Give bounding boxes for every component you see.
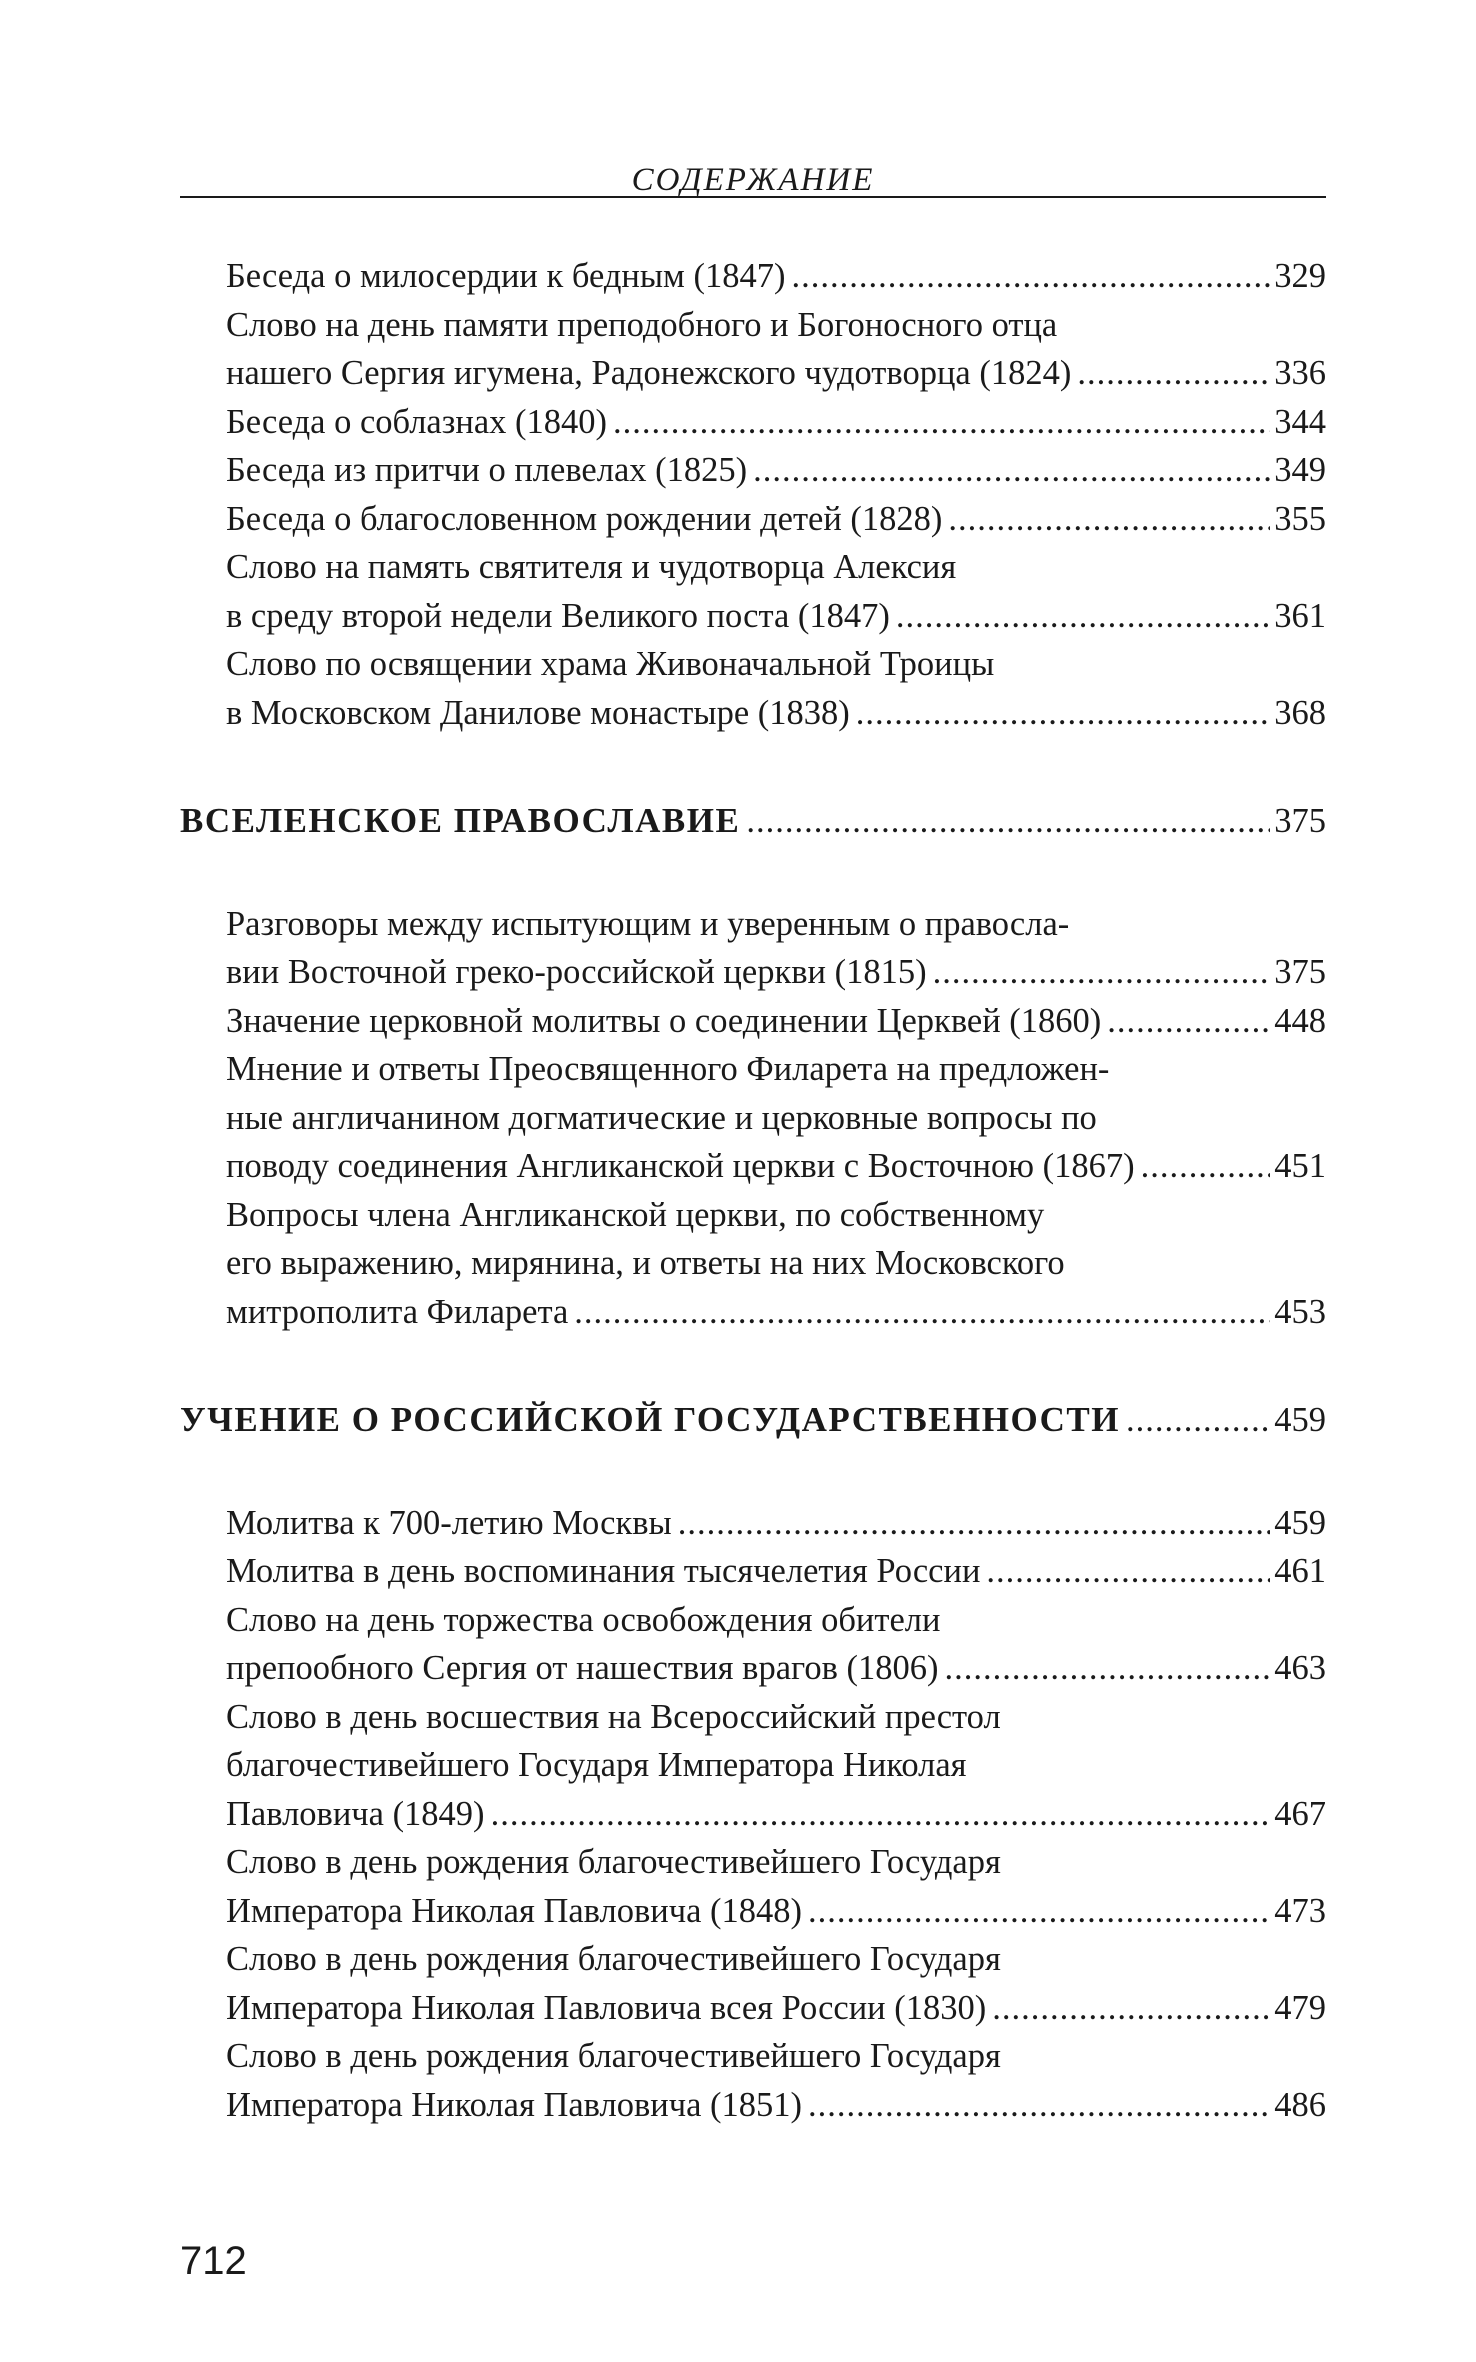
dot-leader <box>1126 1396 1270 1445</box>
toc-entry-title-line: Значение церковной молитвы о соединении Церквей (1860) <box>226 1001 1102 1040</box>
toc-entry-title-line: Беседа из притчи о плевелах (1825) <box>226 451 748 489</box>
toc-entry-last-line <box>226 1547 1326 1596</box>
toc-entry-last-line <box>226 1288 1326 1337</box>
toc-entry-last-line <box>226 446 1326 495</box>
toc-entry[interactable] <box>226 1693 1326 1839</box>
toc-entry[interactable] <box>226 2032 1326 2129</box>
toc-entry-title-line: Слово на память святителя и чудотворца Алексия <box>226 548 957 586</box>
toc-entry[interactable] <box>226 1045 1326 1191</box>
toc-entry-last-line <box>226 1887 1326 1936</box>
toc-entry-last-line <box>226 252 1326 301</box>
toc-entry[interactable] <box>226 1191 1326 1337</box>
toc-entry[interactable] <box>226 1499 1326 1548</box>
dot-leader <box>808 2081 1270 2130</box>
toc-entry-last-line <box>226 1499 1326 1548</box>
toc-entry-last-line <box>226 689 1326 738</box>
dot-leader <box>933 948 1271 997</box>
toc-entry-page: 461 <box>1274 1552 1326 1590</box>
dot-leader <box>948 495 1270 544</box>
toc-section <box>180 797 1326 1336</box>
toc-entry-last-line <box>226 592 1326 641</box>
toc-entry[interactable] <box>226 1935 1326 2032</box>
toc-entry-page: 479 <box>1274 1988 1326 2027</box>
toc-entry-title-line: Беседа о благословенном рождении детей (1828) <box>226 499 943 538</box>
toc-entry-page: 473 <box>1274 1891 1326 1930</box>
toc-entry-title-line: Слово на день торжества освобождения обители <box>226 1600 941 1639</box>
toc-entry-title-line: Вопросы члена Англиканской церкви, по собственному <box>226 1195 1045 1234</box>
toc-entry-title-line: нашего Сергия игумена, Радонежского чудотворца (1824) <box>226 354 1072 392</box>
toc-entry-last-line <box>226 2081 1326 2130</box>
toc-entry-last-line <box>226 398 1326 447</box>
dot-leader <box>746 797 1270 846</box>
toc-entry-title-line: Слово в день рождения благочестивейшего Государя <box>226 1843 1001 1881</box>
toc-entry-title-line: Слово в день рождения благочестивейшего Государя <box>226 2037 1001 2075</box>
dot-leader <box>678 1499 1271 1548</box>
toc-section <box>180 1396 1326 2129</box>
toc-entry-title-line: ные англичанином догматические и церковные вопросы по <box>226 1098 1097 1137</box>
toc-entry-title-line: Беседа о соблазнах (1840) <box>226 402 607 441</box>
toc-entry-last-line <box>226 1790 1326 1839</box>
dot-leader <box>944 1644 1270 1693</box>
toc-entry-title-line: Разговоры между испытующим и уверенным о правосла- <box>226 904 1070 943</box>
section-heading-title: УЧЕНИЕ О РОССИЙСКОЙ ГОСУДАРСТВЕННОСТИ <box>180 1400 1120 1439</box>
dot-leader <box>613 398 1270 447</box>
toc-entry-title-line: Слово в день восшествия на Всероссийский престол <box>226 1697 1001 1736</box>
dot-leader <box>856 689 1271 738</box>
toc-entry-title-line: благочестивейшего Государя Императора Николая <box>226 1746 967 1784</box>
running-head: СОДЕРЖАНИЕ <box>631 162 875 198</box>
page-number: 712 <box>180 2239 247 2283</box>
toc-entry-title-line: Слово в день рождения благочестивейшего Государя <box>226 1940 1001 1978</box>
toc-entry-title-line: Императора Николая Павловича всея России (1830) <box>226 1988 987 2027</box>
toc-entry[interactable] <box>226 1596 1326 1693</box>
toc-entry-title-line: Императора Николая Павловича (1848) <box>226 1891 803 1930</box>
toc-entry-last-line <box>226 349 1326 398</box>
toc-entry-last-line <box>226 1984 1326 2033</box>
toc-entry-title-line: вии Восточной греко-российской церкви (1815) <box>226 953 927 991</box>
toc-entry-page: 361 <box>1274 596 1326 635</box>
toc-entry[interactable] <box>226 640 1326 737</box>
dot-leader <box>808 1887 1270 1936</box>
toc-entry-title-line: в Московском Данилове монастыре (1838) <box>226 693 850 732</box>
toc-entry-last-line <box>226 495 1326 544</box>
toc-entry[interactable] <box>226 1547 1326 1596</box>
section-heading[interactable] <box>180 797 1326 846</box>
dot-leader <box>1141 1142 1271 1191</box>
toc-entry-page: 467 <box>1274 1794 1326 1833</box>
toc-entry-page: 375 <box>1274 953 1326 991</box>
toc-entry-last-line <box>226 948 1326 997</box>
toc-entry[interactable] <box>226 301 1326 398</box>
toc-entry-page: 329 <box>1274 257 1326 295</box>
section-heading-title: ВСЕЛЕНСКОЕ ПРАВОСЛАВИЕ <box>180 801 741 840</box>
toc-entry-last-line <box>226 997 1326 1046</box>
toc-section <box>180 252 1326 737</box>
toc-entry[interactable] <box>226 495 1326 544</box>
toc-entry-page: 451 <box>1274 1147 1326 1185</box>
toc-entry-page: 453 <box>1274 1292 1326 1331</box>
dot-leader <box>791 252 1270 301</box>
toc-entry-title-line: Слово по освящении храма Живоначальной Троицы <box>226 645 995 683</box>
toc-entry-page: 368 <box>1274 693 1326 732</box>
toc-entry[interactable] <box>226 398 1326 447</box>
toc-entry-page: 459 <box>1274 1503 1326 1542</box>
toc-entry[interactable] <box>226 446 1326 495</box>
toc-entry-title-line: Императора Николая Павловича (1851) <box>226 2085 803 2124</box>
section-heading-page: 459 <box>1274 1401 1326 1439</box>
toc-entry[interactable] <box>226 543 1326 640</box>
toc-entry-page: 448 <box>1274 1001 1326 1040</box>
toc-entry-title-line: его выражению, мирянина, и ответы на них Московского <box>226 1244 1065 1282</box>
dot-leader <box>574 1288 1270 1337</box>
section-heading-page: 375 <box>1274 802 1326 840</box>
toc-entry-title-line: Слово на день памяти преподобного и Богоносного отца <box>226 305 1058 344</box>
toc-entry-title-line: митрополита Филарета <box>226 1292 569 1331</box>
toc-entry[interactable] <box>226 1838 1326 1935</box>
toc-entry-title-line: Павловича (1849) <box>226 1794 485 1833</box>
toc-entry-page: 344 <box>1274 402 1326 441</box>
toc-entry[interactable] <box>226 252 1326 301</box>
toc-entry[interactable] <box>226 900 1326 997</box>
toc-entry-title-line: Мнение и ответы Преосвященного Филарета на предложен- <box>226 1050 1110 1088</box>
toc-entry-page: 463 <box>1274 1649 1326 1687</box>
toc-entry-page: 355 <box>1274 499 1326 538</box>
toc-entry-title-line: препообного Сергия от нашествия врагов (1806) <box>226 1649 939 1687</box>
toc-entry-title-line: в среду второй недели Великого поста (1847) <box>226 596 890 635</box>
toc-entry-title-line: Молитва в день воспоминания тысячелетия России <box>226 1552 981 1590</box>
toc-entry-last-line <box>226 1644 1326 1693</box>
header-rule <box>180 196 1326 198</box>
toc-entry-title-line: Беседа о милосердии к бедным (1847) <box>226 257 786 295</box>
dot-leader <box>753 446 1270 495</box>
section-heading[interactable] <box>180 1396 1326 1445</box>
dot-leader <box>986 1547 1270 1596</box>
dot-leader <box>491 1790 1271 1839</box>
toc-entry-page: 336 <box>1274 354 1326 392</box>
toc-entry-page: 486 <box>1274 2085 1326 2124</box>
toc-entry-title-line: Молитва к 700-летию Москвы <box>226 1503 672 1542</box>
dot-leader <box>1107 997 1270 1046</box>
toc-entry[interactable] <box>226 997 1326 1046</box>
table-of-contents <box>180 252 1326 2129</box>
toc-entry-title-line: поводу соединения Англиканской церкви с Восточною (1867) <box>226 1147 1135 1185</box>
dot-leader <box>896 592 1270 641</box>
toc-entry-last-line <box>226 1142 1326 1191</box>
dot-leader <box>1077 349 1270 398</box>
toc-entry-page: 349 <box>1274 451 1326 489</box>
dot-leader <box>992 1984 1270 2033</box>
